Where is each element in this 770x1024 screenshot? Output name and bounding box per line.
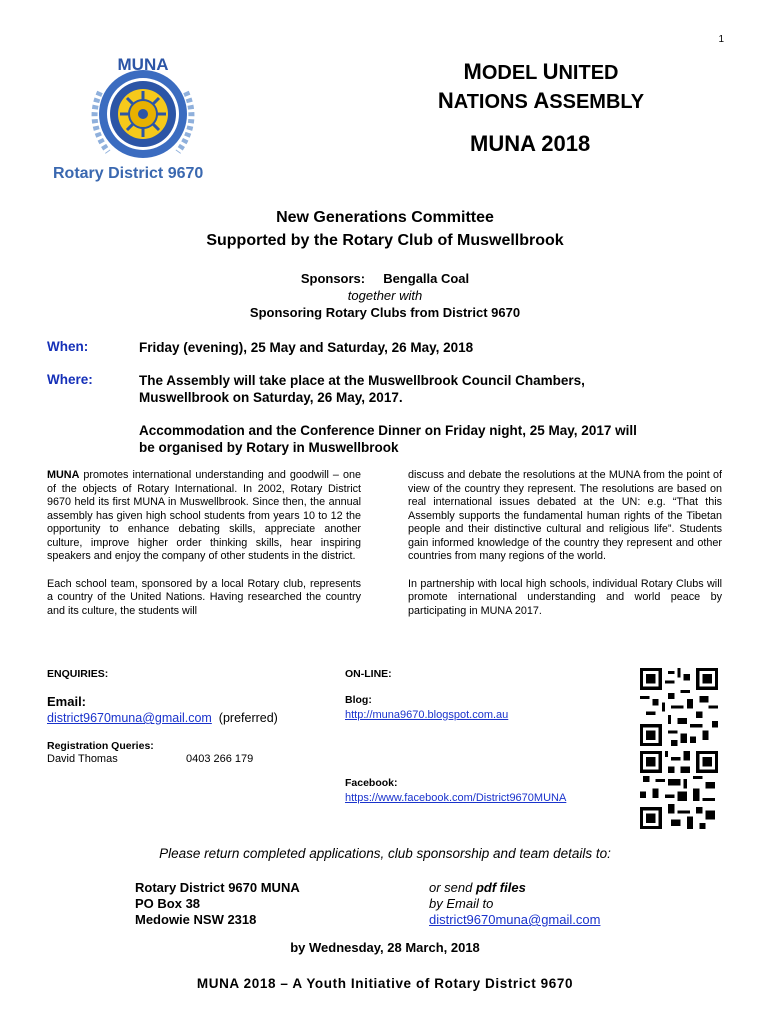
blog-link[interactable]: http://muna9670.blogspot.com.au [345,709,509,721]
paragraph-intro: MUNA promotes international understanding and goodwill – one of the objects of Rotary International. In 2002, Rotary District 9670 held its first MUNA in Muswellbrook. Since then, the annual assembly has given high school students from years 10 to 12 the opportunity to enhance debating skills, appreciate another culture, improve higher order thinking skills, hear inspiring speakers and enjoy the company of other students in the district. [47,469,361,562]
paragraph-debate: discuss and debate the resolutions at the MUNA from the point of view of the country they represent. The resolutions are based on real international issues debated at the UN: e.g. “That this Assembly supports the fundamental human rights of the Tibetan people and their distinctive cultural and religious life”. Students gain informed knowledge of the country they represent and other countries from many regions of the world. [408,469,722,562]
paragraph-partnership: In partnership with local high schools, individual Rotary Clubs will promote international understanding and world peace by participating in MUNA 2017. [408,577,722,617]
when-value: Friday (evening), 25 May and Saturday, 26 May, 2018 [139,340,474,355]
facebook-link[interactable]: https://www.facebook.com/District9670MUNA [345,792,567,804]
body-right-column [408,469,722,618]
blog-qr-code-icon[interactable] [640,668,718,746]
deadline: by Wednesday, 28 March, 2018 [290,940,480,955]
paragraph-teams: Each school team, sponsored by a local Rotary club, represents a country of the United Nations. Having researched the country and its culture, the students will [47,577,361,617]
event-title: MUNA 2018 [470,131,591,156]
logo-ring-text: MUNA [117,55,169,74]
contact-phone: 0403 266 179 [186,753,254,765]
committee-heading: New Generations Committee Supported by the Rotary Club of Muswellbrook [206,209,564,249]
blog-label: Blog: [345,694,372,706]
facebook-label: Facebook: [345,777,398,789]
when-label: When: [47,339,89,354]
footer-tagline: MUNA 2018 – A Youth Initiative of Rotary District 9670 [196,976,574,991]
facebook-qr-code-icon[interactable] [640,751,718,829]
body-left-column [47,469,361,618]
email-label: Email: [47,694,87,709]
accommodation-note: Accommodation and the Conference Dinner on Friday night, 25 May, 2017 will be organised by Rotary in Muswellbrook [139,423,637,455]
return-instruction: Please return completed applications, club sponsorship and team details to: [159,846,611,861]
where-label: Where: [47,372,93,387]
email-line: district9670muna@gmail.com (preferred) [47,711,278,725]
document-title: MODEL UNITED NATIONS ASSEMBLY [437,59,645,113]
email-link[interactable]: district9670muna@gmail.com [47,711,212,725]
contact-name: David Thomas [47,753,118,765]
sponsors-block: Sponsors: Bengalla Coal together with Sponsoring Rotary Clubs from District 9670 [249,271,521,320]
postal-address: Rotary District 9670 MUNA PO Box 38 Medowie NSW 2318 [135,880,300,927]
muna-logo [78,52,208,170]
district-label: Rotary District 9670 [53,165,204,182]
registration-label: Registration Queries: [47,740,154,752]
page-number: 1 [718,34,724,45]
enquiries-heading: ENQUIRIES: [47,668,109,680]
return-email-link[interactable]: district9670muna@gmail.com [429,912,601,927]
send-pdf-block: or send pdf files by Email to district9670muna@gmail.com [429,880,601,927]
online-heading: ON-LINE: [345,668,392,680]
where-value: The Assembly will take place at the Muswellbrook Council Chambers, Muswellbrook on Saturday, 26 May, 2017. [139,373,585,405]
